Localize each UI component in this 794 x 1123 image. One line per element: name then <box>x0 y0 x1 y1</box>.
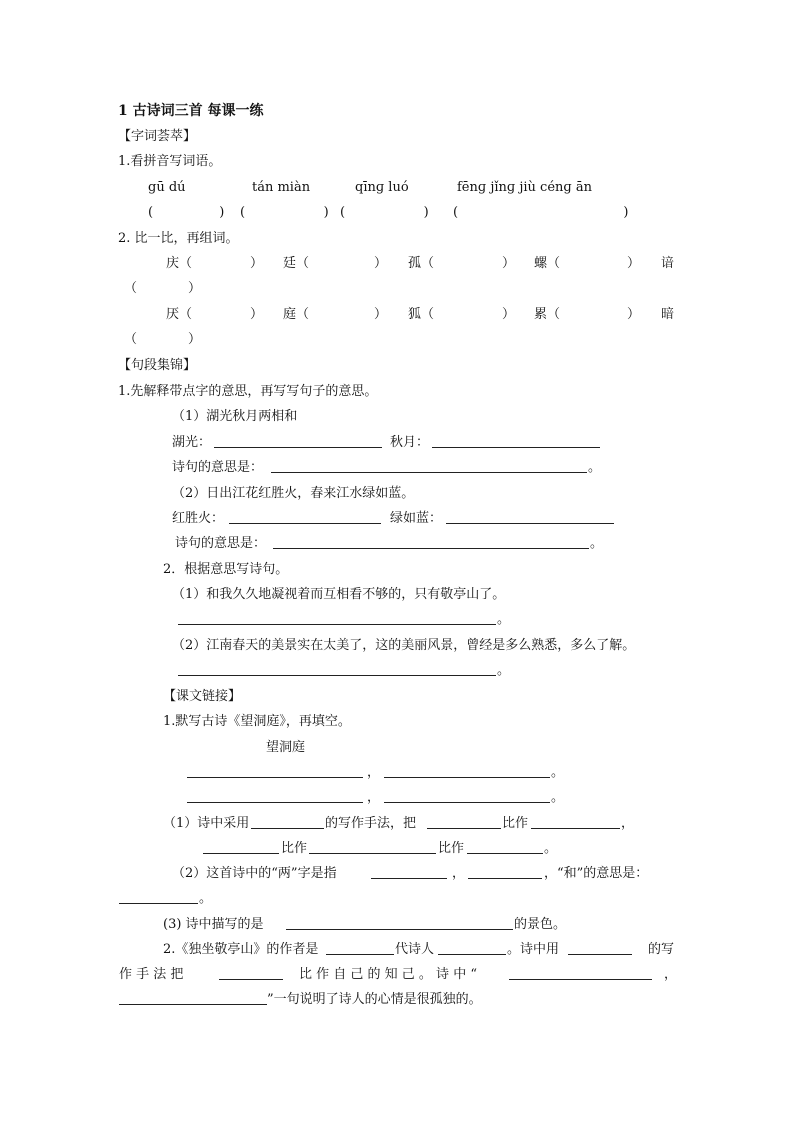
poem-line-1: （1）湖光秋月两相和 <box>172 409 298 424</box>
question-2-label: 2．根据意思写诗句。 <box>163 562 289 577</box>
compare-char-5: 谙 <box>661 256 675 271</box>
answer-line[interactable] <box>432 435 600 448</box>
answer-line[interactable] <box>219 967 283 980</box>
period: 。 <box>551 765 565 780</box>
answer-line[interactable] <box>229 511 381 524</box>
answer-line[interactable] <box>309 841 436 854</box>
comma: ， <box>367 765 381 780</box>
compare-char-10: 暗 <box>661 307 675 322</box>
answer-line[interactable] <box>568 942 632 955</box>
pinyin-2: tán miàn <box>252 180 311 195</box>
answer-bracket-4[interactable]: ( ) <box>453 205 629 220</box>
bracket-close: ） <box>374 256 388 271</box>
pinyin-3: qīnɡ luó <box>355 180 409 195</box>
question-1-label: 1.默写古诗《望洞庭》，再填空。 <box>163 714 351 729</box>
label-huguang: 湖光： <box>172 435 212 450</box>
page-title: 1 古诗词三首 每课一练 <box>118 103 264 119</box>
poem-line-2: （2）日出江花红胜火，春来江水绿如蓝。 <box>172 486 415 501</box>
bracket-close: ） <box>627 256 641 271</box>
answer-line[interactable] <box>203 841 279 854</box>
answer-line[interactable] <box>371 866 447 879</box>
bracket-close: ） <box>374 307 388 322</box>
answer-line[interactable] <box>286 917 513 930</box>
answer-line[interactable] <box>251 816 324 829</box>
question-1-label: 1.看拼音写词语。 <box>118 154 222 169</box>
answer-bracket-3[interactable]: ( ) <box>340 205 429 220</box>
compare-char-9: 累（ <box>534 307 561 322</box>
compare-char-4: 螺（ <box>534 256 561 271</box>
comma: ， <box>452 866 466 881</box>
section-heading-vocab: 【字词荟萃】 <box>118 129 197 144</box>
sub-q1-mid: 的写作手法，把 <box>325 816 417 831</box>
sub-q1-bi2: 比作 <box>281 841 308 856</box>
comma: ， <box>367 790 381 805</box>
answer-line[interactable] <box>467 841 543 854</box>
question-2-line2a: 作 手 法 把 <box>119 967 184 982</box>
bracket-close: ） <box>502 307 516 322</box>
answer-bracket-1[interactable]: ( ) <box>148 205 225 220</box>
answer-line[interactable] <box>531 816 620 829</box>
answer-line[interactable] <box>384 765 550 778</box>
compare-char-6: 厌（ <box>166 307 193 322</box>
bracket-open: （ <box>124 281 138 296</box>
answer-line[interactable] <box>446 511 614 524</box>
answer-line[interactable] <box>438 942 506 955</box>
bracket-close: ） <box>188 281 202 296</box>
bracket-close: ） <box>250 256 264 271</box>
answer-line[interactable] <box>384 790 550 803</box>
sub-q1-bi3: 比作 <box>438 841 465 856</box>
period: 。 <box>199 891 213 906</box>
label-lvrulan: 绿如蓝： <box>390 511 443 526</box>
prompt-2: （2）江南春天的美景实在太美了，这的美丽风景，曾经是多么熟悉，多么了解。 <box>172 638 636 653</box>
sub-q1-bi: 比作 <box>502 816 529 831</box>
question-2-de: 的写 <box>648 942 675 957</box>
sub-q2-pre: （2）这首诗中的“两”字是指 <box>172 866 337 881</box>
answer-line[interactable] <box>119 992 267 1005</box>
question-2-line3: ”一句说明了诗人的心情是很孤独的。 <box>267 992 482 1007</box>
meaning-label: 诗句的意思是： <box>172 460 264 475</box>
period: 。 <box>551 790 565 805</box>
answer-line[interactable] <box>119 891 198 904</box>
label-hongshenghuo: 红胜火： <box>172 511 225 526</box>
sub-q2-mid: ，“和”的意思是： <box>544 866 649 881</box>
poem-title: 望洞庭 <box>266 740 306 755</box>
period: 。 <box>497 612 511 627</box>
question-2-pre: 2.《独坐敬亭山》的作者是 <box>163 942 319 957</box>
pinyin-1: gū dú <box>148 180 186 195</box>
bracket-close: ） <box>627 307 641 322</box>
compare-char-7: 庭（ <box>283 307 310 322</box>
answer-line[interactable] <box>178 663 496 676</box>
comma: ， <box>621 816 635 831</box>
compare-char-8: 狐（ <box>408 307 435 322</box>
answer-line[interactable] <box>468 866 542 879</box>
bracket-close: ） <box>502 256 516 271</box>
answer-line[interactable] <box>271 460 587 473</box>
answer-bracket-2[interactable]: ( ) <box>240 205 329 220</box>
answer-line[interactable] <box>427 816 501 829</box>
compare-char-1: 庆（ <box>166 256 193 271</box>
answer-line[interactable] <box>509 967 652 980</box>
answer-line[interactable] <box>214 435 382 448</box>
sub-q3-pre: (3) 诗中描写的是 <box>163 917 264 932</box>
question-2-yong: 。诗中用 <box>507 942 560 957</box>
compare-char-2: 廷（ <box>283 256 310 271</box>
question-1-label: 1.先解释带点字的意思，再写写句子的意思。 <box>118 384 378 399</box>
period: 。 <box>544 841 558 856</box>
bracket-close: ） <box>250 307 264 322</box>
period: 。 <box>588 460 602 475</box>
answer-line[interactable] <box>273 536 589 549</box>
section-heading-sentences: 【句段集锦】 <box>118 358 197 373</box>
comma: ， <box>664 967 678 982</box>
question-2-line2b: 比 作 自 己 的 知 己 。 诗 中 “ <box>299 967 477 982</box>
prompt-1: （1）和我久久地凝视着而互相看不够的，只有敬亭山了。 <box>172 587 506 602</box>
compare-char-3: 孤（ <box>408 256 435 271</box>
bracket-open: （ <box>124 332 138 347</box>
question-2-label: 2. 比一比，再组词。 <box>118 231 239 246</box>
bracket-close: ） <box>188 332 202 347</box>
pinyin-4: fēnɡ jǐnɡ jiù cénɡ ān <box>457 180 592 195</box>
answer-line[interactable] <box>187 765 363 778</box>
answer-line[interactable] <box>326 942 394 955</box>
section-heading-text-link: 【课文链接】 <box>163 689 242 704</box>
label-qiuyue: 秋月： <box>390 435 430 450</box>
question-2-dai: 代诗人 <box>395 942 435 957</box>
period: 。 <box>590 536 604 551</box>
sub-q1-pre: （1）诗中采用 <box>163 816 250 831</box>
period: 。 <box>497 663 511 678</box>
meaning-label: 诗句的意思是： <box>175 536 267 551</box>
answer-line[interactable] <box>178 612 496 625</box>
answer-line[interactable] <box>187 790 363 803</box>
sub-q3-post: 的景色。 <box>514 917 567 932</box>
